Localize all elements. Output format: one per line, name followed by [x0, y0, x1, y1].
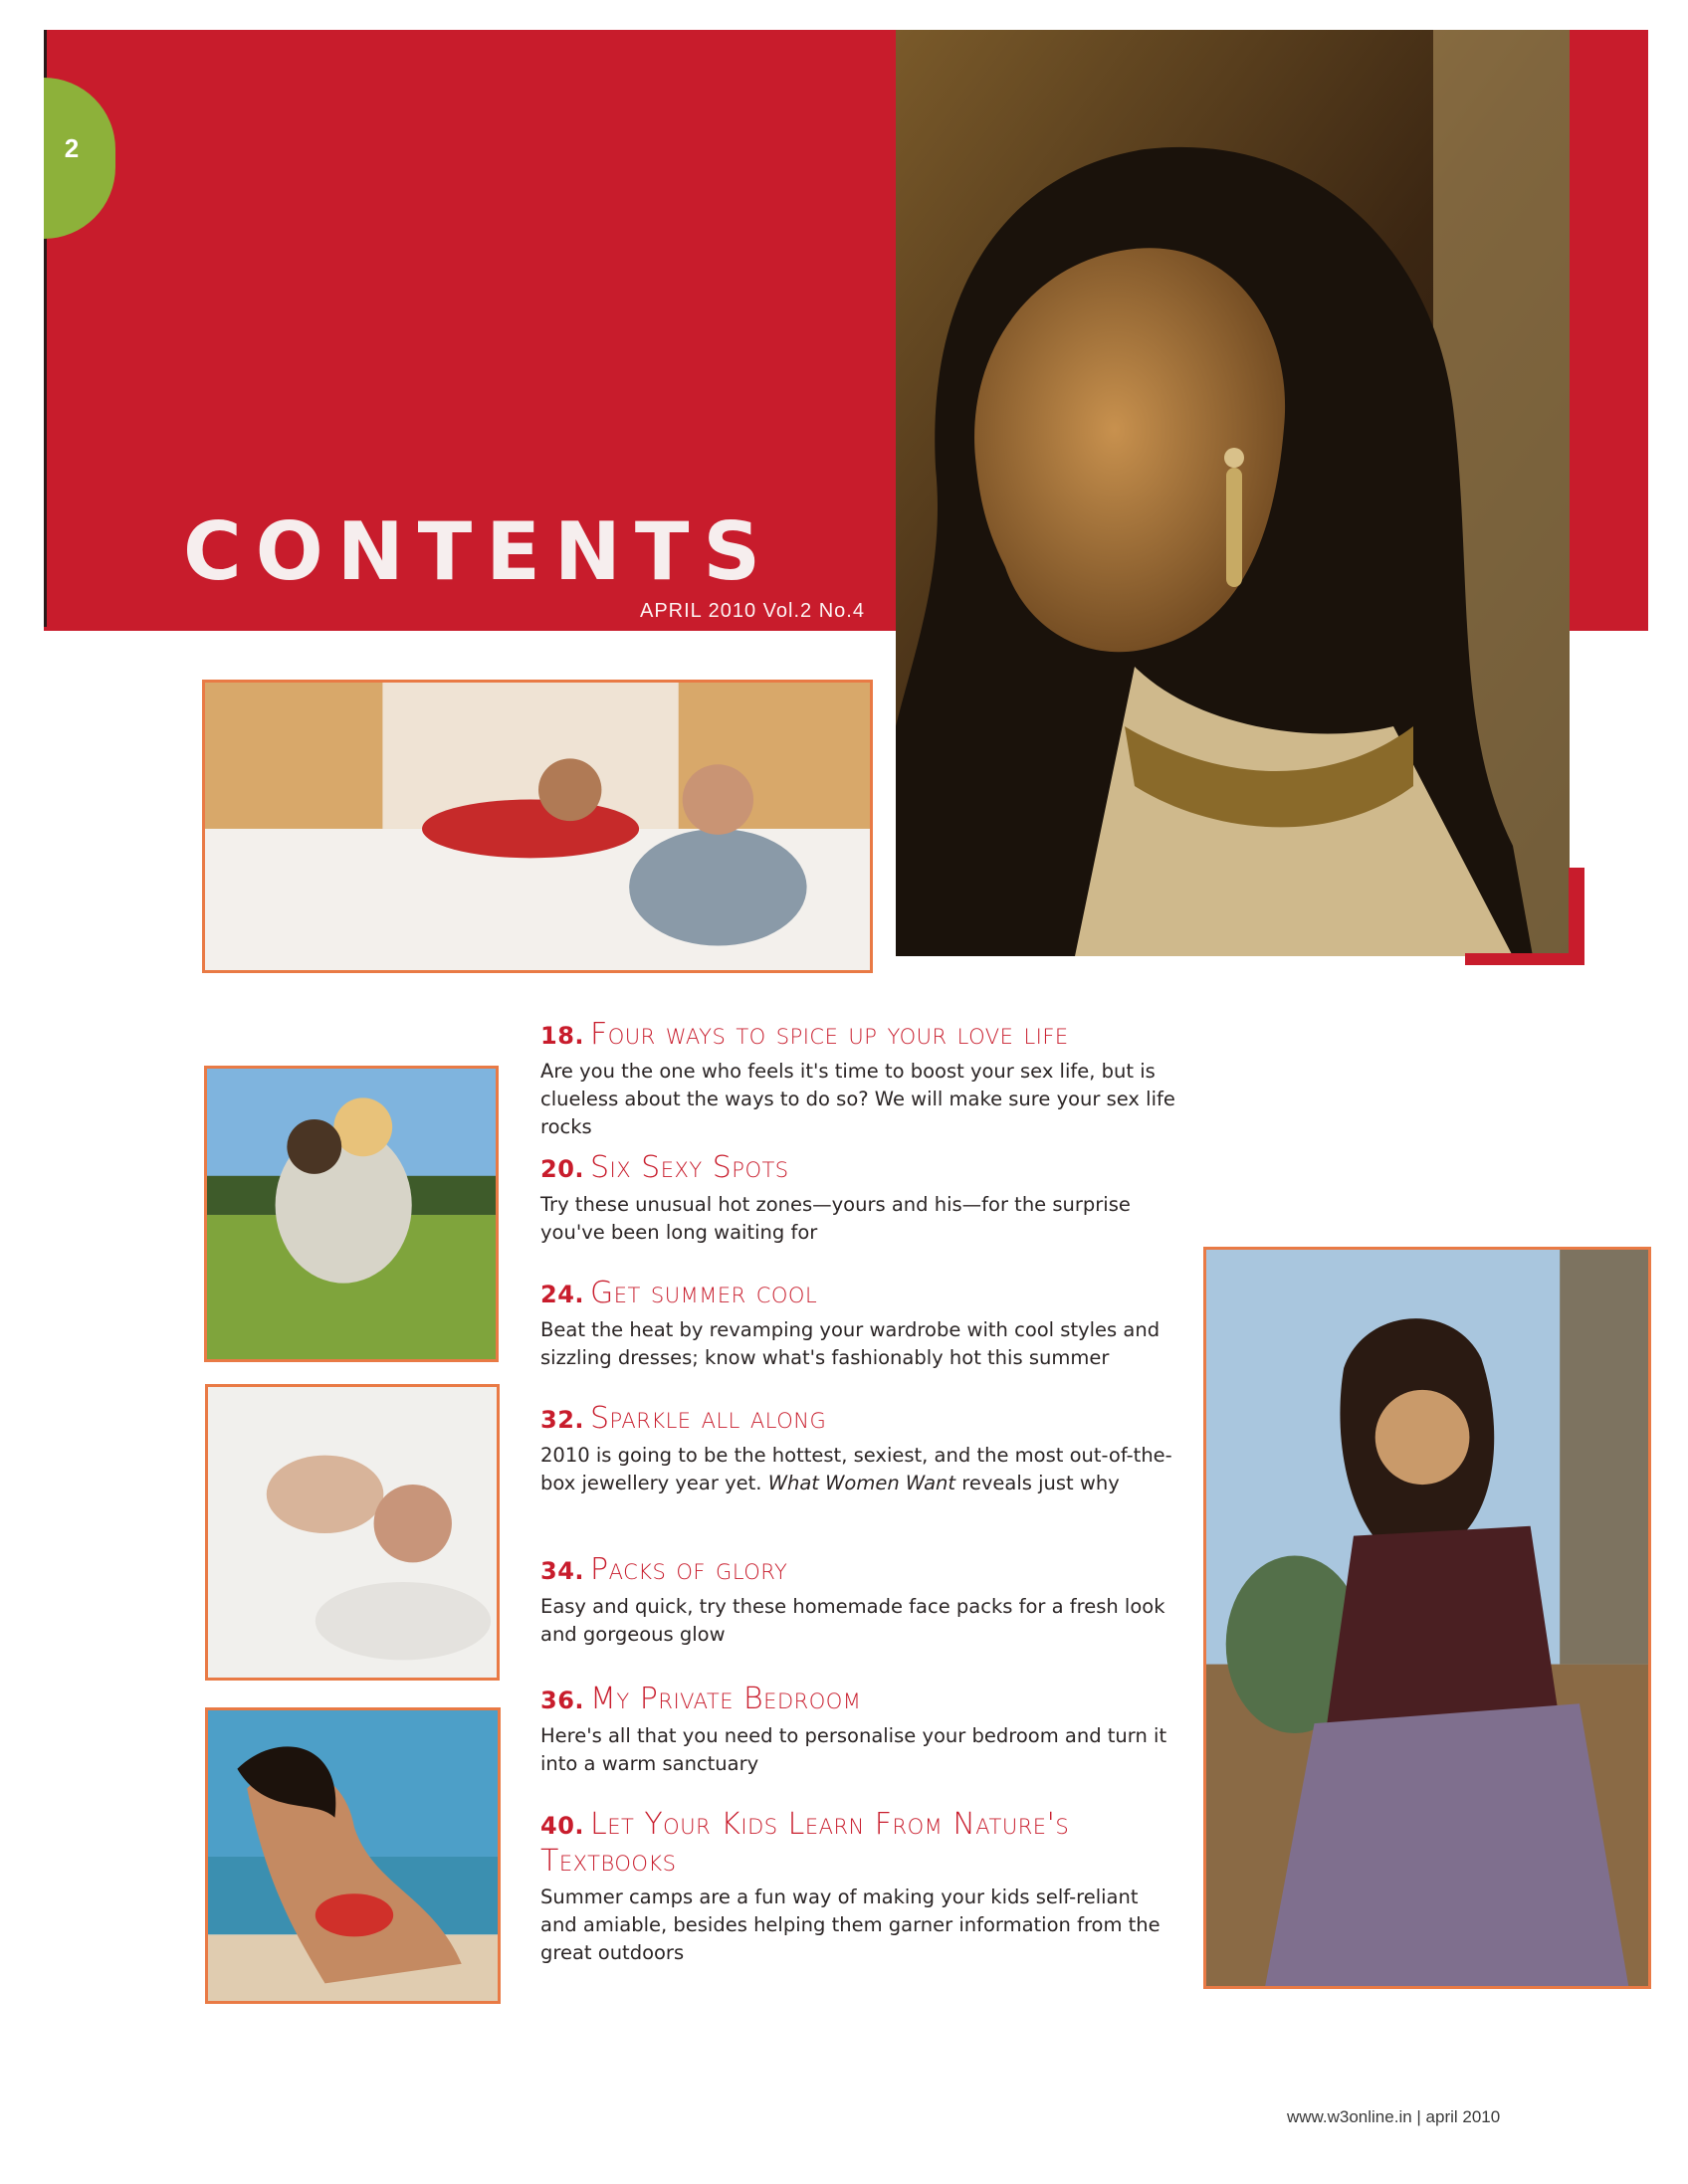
contents-entry-20[interactable] [540, 1150, 1177, 1276]
entry-description: Summer camps are a fun way of making your kids self-reliant and amiable, besides helping them garner information from the great outdoors [540, 1886, 1160, 1964]
entry-description-text: reveals just why [955, 1472, 1120, 1494]
couple-bed-photo [202, 680, 873, 973]
contents-entry-36[interactable] [540, 1682, 1177, 1807]
entry-description: Are you the one who feels it's time to boost your sex life, but is clueless about the ways to do so? We will make sure your sex life rocks [540, 1060, 1175, 1138]
entry-description: Here's all that you need to personalise your bedroom and turn it into a warm sanctuary [540, 1724, 1167, 1775]
entry-headline: Four ways to spice up your love life [590, 1017, 1069, 1052]
woman-sitting-photo [1203, 1247, 1651, 1989]
couple-sleeping-photo [205, 1384, 500, 1681]
entry-page-number: 32. [540, 1406, 585, 1434]
entry-headline: Get summer cool [590, 1276, 818, 1310]
entry-description: Beat the heat by revamping your wardrobe with cool styles and sizzling dresses; know what's fashionably hot this summer [540, 1318, 1160, 1369]
couple-grass-photo [204, 1066, 499, 1362]
entry-headline: Let Your Kids Learn From Nature's Textbooks [540, 1807, 1070, 1879]
entry-description: Try these unusual hot zones—yours and his—for the surprise you've been long waiting for [540, 1193, 1131, 1244]
page-number: 2 [64, 133, 80, 163]
hero-accent-frame [1465, 868, 1584, 965]
entry-page-number: 36. [540, 1687, 585, 1714]
page-title: CONTENTS [183, 505, 775, 598]
contents-entry-18[interactable] [540, 1017, 1177, 1150]
contents-entry-34[interactable] [540, 1552, 1177, 1682]
entry-page-number: 24. [540, 1281, 585, 1308]
contents-entry-24[interactable] [540, 1276, 1177, 1401]
entry-description-text: 2010 is going to be the hottest, sexiest, and the most out-of-the-box jewellery year yet. [540, 1444, 1172, 1494]
entry-page-number: 18. [540, 1022, 585, 1050]
beach-model-photo [205, 1707, 501, 2004]
page-footer: www.w3online.in | april 2010 [1287, 2107, 1501, 2126]
contents-list [540, 1017, 1177, 1967]
entry-headline: My Private Bedroom [590, 1682, 862, 1716]
entry-page-number: 20. [540, 1155, 585, 1183]
contents-entry-32[interactable] [540, 1401, 1177, 1552]
hero-portrait-photo [896, 30, 1570, 956]
contents-entry-40[interactable] [540, 1807, 1177, 1967]
entry-headline: Sparkle all along [590, 1401, 827, 1436]
entry-description [540, 1442, 1177, 1497]
entry-page-number: 40. [540, 1812, 585, 1840]
entry-description-title: What Women Want [767, 1472, 956, 1494]
entry-page-number: 34. [540, 1557, 585, 1585]
entry-description: Easy and quick, try these homemade face packs for a fresh look and gorgeous glow [540, 1595, 1165, 1646]
entry-headline: Packs of glory [590, 1552, 788, 1587]
issue-line: APRIL 2010 Vol.2 No.4 [640, 600, 865, 622]
entry-headline: Six Sexy Spots [590, 1150, 789, 1185]
